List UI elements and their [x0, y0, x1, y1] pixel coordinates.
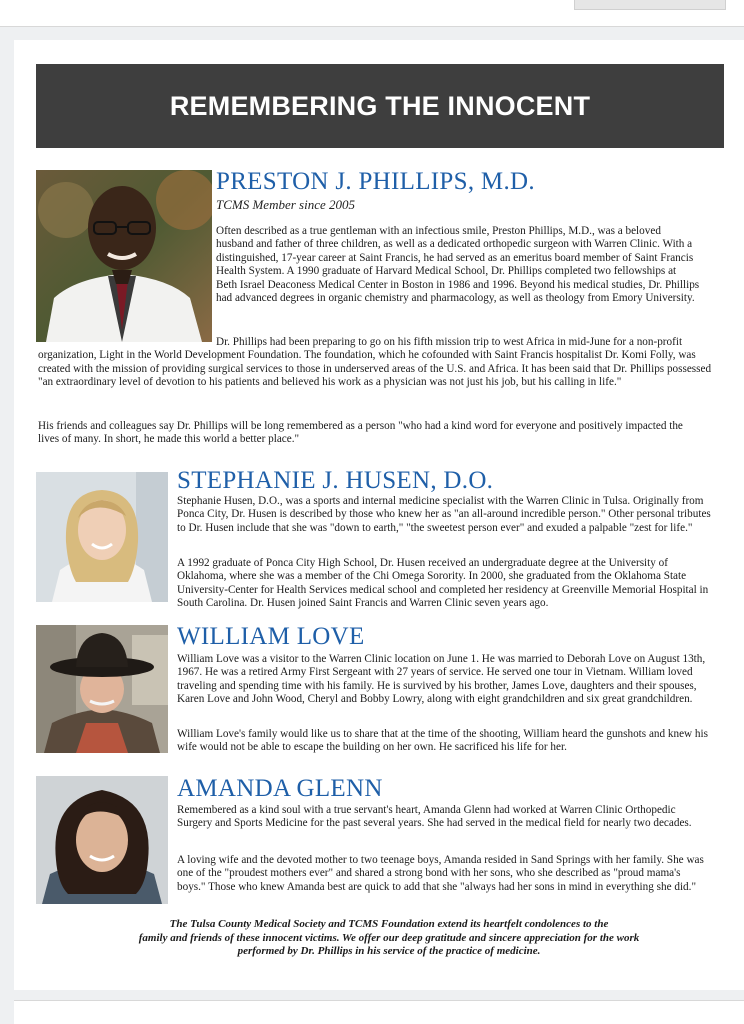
- article-page: [14, 40, 744, 990]
- person-name-preston: PRESTON J. PHILLIPS, M.D.: [216, 168, 535, 195]
- person-name-william: WILLIAM LOVE: [177, 623, 365, 650]
- bio-paragraph: Stephanie Husen, D.O., was a sports and internal medicine specialist with the Warren Clinic in Tulsa. Originally from Ponca City, Dr. Husen is described by those who knew her as "an all-around incredible person." Other personal tributes to Dr. Husen include that she was "down to earth," "the sweetest person ever" and exuded a palpable "zest for life.": [177, 495, 711, 534]
- bio-paragraph: Often described as a true gentleman with an infectious smile, Preston Phillips, M.D., was a beloved husband and father of three children, as well as a dedicated orthopedic surgeon with Warren Clinic. With a distinguished, 17-year career at Saint Francis, he had served as an emeritus board member of Saint Francis Health System. A 1990 graduate of Harvard Medical School, Dr. Phillips completed two fellowships at Beth Israel Deaconess Medical Center in Boston in 1986 and 1996. Beyond his medical studies, Dr. Phillips had advanced degrees in organic chemistry and pharmacology, as well as theology from Emory University.: [216, 225, 700, 305]
- bio-paragraph: A loving wife and the devoted mother to two teenage boys, Amanda resided in Sand Springs with her family. She was one of the "proudest mothers ever" and shared a strong bond with her sons, who she described as "proud mama's boys." Those who knew Amanda best are quick to add that she "always had her sons in mind in everything she did.": [177, 854, 704, 893]
- portrait-photo-amanda: [36, 776, 168, 904]
- person-name-stephanie: STEPHANIE J. HUSEN, D.O.: [177, 467, 494, 494]
- bio-paragraph: A 1992 graduate of Ponca City High School, Dr. Husen received an undergraduate degree at the University of Oklahoma, where she was a member of the Chi Omega Sorority. In 2000, she graduated from the Oklahoma State University-Center for Health Services medical school and completed her residency at Greenville Memorial Hospital in South Carolina. Dr. Husen joined Saint Francis and Warren Clinic seven years ago.: [177, 557, 709, 610]
- previous-article-button[interactable]: [574, 0, 726, 10]
- portrait-photo-stephanie: [36, 472, 168, 602]
- previous-article-card: [0, 0, 744, 27]
- page-title: REMEMBERING THE INNOCENT: [36, 64, 724, 148]
- footer-line: The Tulsa County Medical Society and TCMS Foundation extend its heartfelt condolences to the: [169, 918, 609, 930]
- portrait-photo-preston: [36, 170, 212, 342]
- footer-line: performed by Dr. Phillips in his service of the practice of medicine.: [237, 945, 541, 957]
- bio-paragraph: His friends and colleagues say Dr. Phillips will be long remembered as a person "who had a kind word for everyone and positively impacted the lives of many. In short, he made this world a better place.": [38, 420, 683, 446]
- next-article-card: [14, 1000, 744, 1024]
- bio-paragraph: William Love was a visitor to the Warren Clinic location on June 1. He was married to Deborah Love on August 13th, 1967. He was a retired Army First Sergeant with 27 years of service. He served one tour in Vietnam. William loved traveling and spending time with his family. He is survived by his brother, James Love, daughters and their spouses, Karen Love and John Wood, Cheryl and Bobby Lowry, along with eight grandchildren and six great grandchildren.: [177, 653, 706, 706]
- bio-paragraph: William Love's family would like us to share that at the time of the shooting, William heard the gunshots and knew his wife would not be able to escape the building on her own. He sacrificed his life for her.: [177, 728, 708, 754]
- person-name-amanda: AMANDA GLENN: [177, 775, 383, 802]
- condolence-footer: [76, 918, 702, 959]
- bio-paragraph: Remembered as a kind soul with a true servant's heart, Amanda Glenn had worked at Warren Clinic Orthopedic Surgery and Sports Medicine for the past several years. She had served in the medical field for nearly two decades.: [177, 804, 692, 830]
- bio-paragraph: Dr. Phillips had been preparing to go on his fifth mission trip to west Africa in mid-June for a non-profit organization, Light in the World Development Foundation. The foundation, which he cofounded with Saint Francis hospitalist Dr. Komi Folly, was created with the mission of providing surgical services to those in underserved areas of the U.S. and Africa. It has been said that Dr. Phillips possessed "an extraordinary level of devotion to his patients and believed his work as a physician was not just his job, but his calling in life.": [38, 336, 712, 389]
- footer-line: family and friends of these innocent victims. We offer our deep gratitude and sincere appreciation for the work: [138, 931, 640, 944]
- portrait-photo-william: [36, 625, 168, 753]
- member-since: TCMS Member since 2005: [216, 197, 356, 212]
